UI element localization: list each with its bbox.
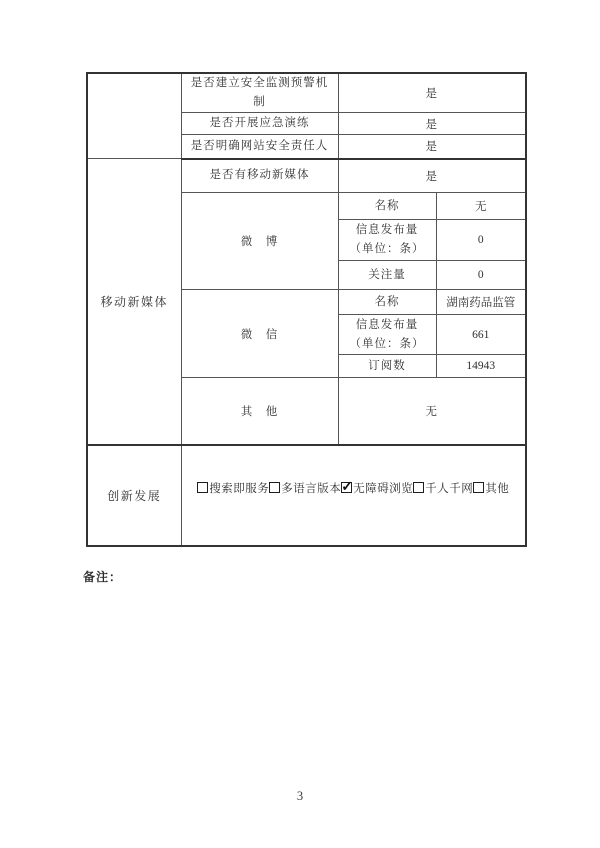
- wechat-label-cell: 微 信: [181, 290, 338, 378]
- category-cell-innovation: 创新发展: [87, 445, 181, 546]
- checkbox-icon: [473, 482, 484, 493]
- question-has-mobile-media: 是否有移动新媒体: [181, 159, 338, 193]
- question-security-monitoring: 是否建立安全监测预警机制: [181, 73, 338, 113]
- weibo-label-cell: 微 博: [181, 193, 338, 290]
- answer-security-monitoring: 是: [338, 73, 526, 113]
- wechat-publish-value: 661: [436, 315, 526, 355]
- weibo-name-value: 无: [436, 193, 526, 220]
- wechat-subscribers-label: 订阅数: [338, 355, 436, 378]
- weibo-name-label: 名称: [338, 193, 436, 220]
- wechat-publish-label-line1: 信息发布量: [355, 318, 419, 331]
- page-number: 3: [296, 789, 304, 803]
- checkbox-icon: [197, 482, 208, 493]
- wechat-subscribers-value: 14943: [436, 355, 526, 378]
- weibo-publish-label-line2: （单位：条）: [349, 243, 425, 255]
- weibo-publish-label-line1: 信息发布量: [355, 224, 419, 236]
- remarks-label: 备注：: [83, 570, 123, 584]
- checkbox-option-personalized: [413, 483, 473, 495]
- question-emergency-drill: 是否开展应急演练: [181, 113, 338, 135]
- checkbox-checked-icon: [341, 482, 352, 493]
- other-media-label: 其 他: [181, 378, 338, 445]
- answer-emergency-drill: 是: [338, 113, 526, 135]
- weibo-followers-value: 0: [436, 261, 526, 290]
- checkbox-icon: [269, 482, 280, 493]
- category-cell-mobile-media: 移动新媒体: [87, 159, 181, 445]
- checkbox-icon: [413, 482, 424, 493]
- annual-report-table: [86, 72, 527, 547]
- category-cell-empty: [87, 73, 181, 159]
- answer-has-mobile-media: 是: [338, 159, 526, 193]
- innovation-options-cell: [181, 445, 526, 546]
- checkbox-label: 多语言版本: [281, 483, 342, 495]
- checkbox-option-accessibility: [341, 483, 413, 495]
- checkbox-label: 其他: [485, 483, 510, 495]
- weibo-publish-value: 0: [436, 220, 526, 261]
- checkbox-option-other: [473, 483, 509, 495]
- other-media-value: 无: [338, 378, 526, 445]
- checkbox-option-multilingual: [269, 483, 341, 495]
- wechat-publish-label-line2: （单位：条）: [349, 337, 425, 350]
- weibo-followers-label: 关注量: [338, 261, 436, 290]
- answer-security-responsible: 是: [338, 135, 526, 159]
- wechat-name-label: 名称: [338, 290, 436, 315]
- question-security-responsible: 是否明确网站安全责任人: [181, 135, 338, 159]
- checkbox-label: 搜索即服务: [209, 483, 270, 495]
- wechat-publish-label: [338, 315, 436, 355]
- checkbox-label: 无障碍浏览: [353, 483, 414, 495]
- wechat-name-value: 湖南药品监管: [436, 290, 526, 315]
- weibo-publish-label: [338, 220, 436, 261]
- checkbox-option-search-service: [197, 483, 269, 495]
- checkbox-label: 千人千网: [425, 483, 474, 495]
